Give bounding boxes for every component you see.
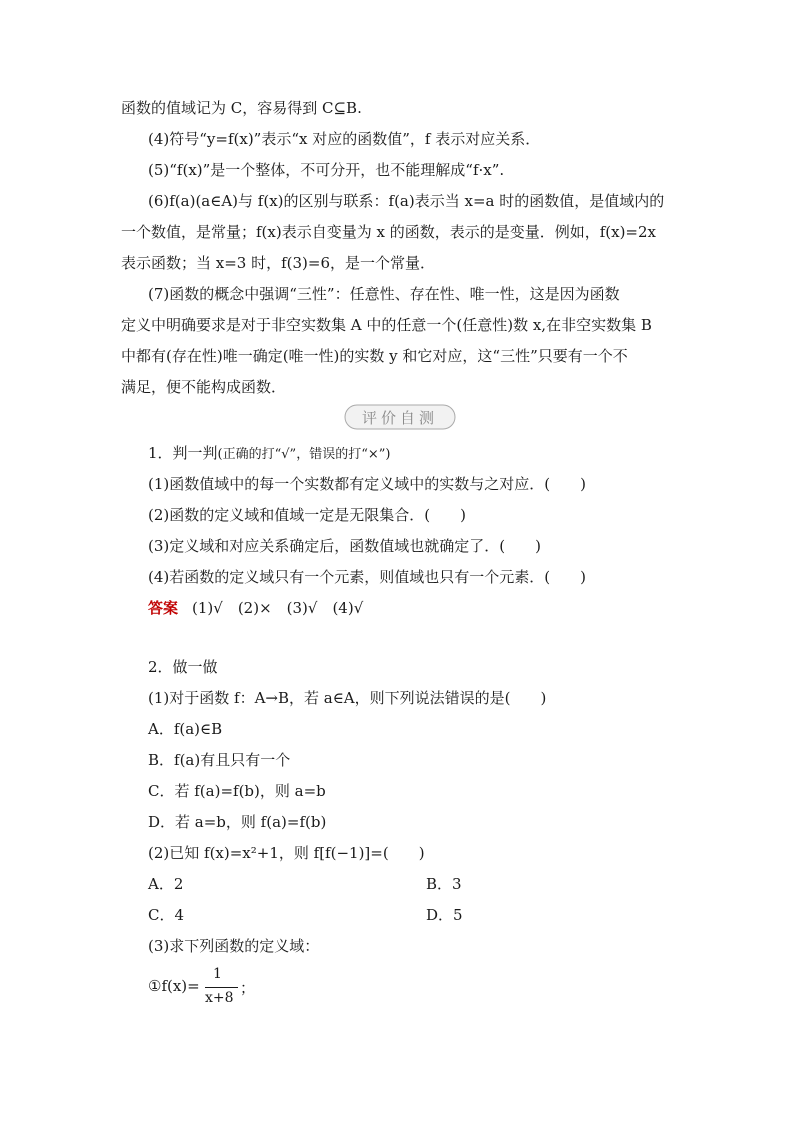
fraction-numerator: 1	[213, 966, 222, 982]
question-1-item: (2)函数的定义域和值域一定是无限集合．( )	[148, 506, 466, 524]
fraction-lhs: ①f(x)=	[148, 977, 200, 995]
answer-text: (1)√ (2)× (3)√ (4)√	[192, 599, 364, 617]
question-1-item: (4)若函数的定义域只有一个元素，则值域也只有一个元素．( )	[148, 568, 586, 586]
text-line: 中都有(存在性)唯一确定(唯一性)的实数 y 和它对应，这“三性”只要有一个不	[121, 347, 628, 365]
text-line: 一个数值，是常量；f(x)表示自变量为 x 的函数，表示的是变量．例如，f(x)=2x	[121, 223, 657, 241]
text-line: 满足，便不能构成函数．	[121, 378, 287, 396]
option: D．若 a=b，则 f(a)=f(b)	[148, 813, 327, 831]
question-2-1-stem: (1)对于函数 f：A→B，若 a∈A，则下列说法错误的是( )	[148, 689, 547, 707]
question-1-title-text: 1．判一判	[148, 444, 218, 462]
question-2-2-stem: (2)已知 f(x)=x²+1，则 f[f(−1)]=( )	[148, 844, 425, 862]
option: C．若 f(a)=f(b)，则 a=b	[148, 782, 326, 800]
text-line: (5)“f(x)”是一个整体，不可分开，也不能理解成“f·x”.	[148, 161, 505, 179]
answer-row	[148, 599, 363, 617]
text-line: 函数的值域记为 C，容易得到 C⊆B.	[121, 99, 362, 117]
question-1-item: (1)函数值域中的每一个实数都有定义域中的实数与之对应．( )	[148, 475, 586, 493]
option: A．2	[148, 875, 184, 893]
fraction-bar	[205, 987, 238, 988]
question-1-item: (3)定义域和对应关系确定后，函数值域也就确定了．( )	[148, 537, 541, 555]
question-2-title: 2．做一做	[148, 658, 218, 676]
fraction-denominator: x+8	[205, 990, 234, 1006]
answer-label: 答案	[148, 599, 179, 617]
question-2-3-stem: (3)求下列函数的定义域：	[148, 937, 320, 955]
option: D．5	[426, 906, 463, 924]
text-line: (6)f(a)(a∈A)与 f(x)的区别与联系：f(a)表示当 x=a 时的函数值，是值域内的	[148, 192, 665, 210]
option: C．4	[148, 906, 185, 924]
option: A．f(a)∈B	[148, 720, 223, 738]
section-title-text: 评价自测	[361, 409, 438, 427]
text-line: 定义中明确要求是对于非空实数集 A 中的任意一个(任意性)数 x,在非空实数集 B	[121, 316, 652, 334]
text-line: 表示函数；当 x=3 时，f(3)=6，是一个常量．	[121, 254, 436, 272]
text-line: (4)符号“y=f(x)”表示“x 对应的函数值”，f 表示对应关系．	[148, 130, 541, 148]
fraction-end: ；	[240, 979, 256, 997]
option: B．f(a)有且只有一个	[148, 751, 291, 769]
question-1-title	[148, 444, 390, 464]
section-title	[344, 404, 456, 430]
question-1-note: (正确的打“√”，错误的打“×”)	[217, 447, 391, 462]
text-line: (7)函数的概念中强调“三性”：任意性、存在性、唯一性，这是因为函数	[148, 285, 620, 303]
option: B．3	[426, 875, 462, 893]
